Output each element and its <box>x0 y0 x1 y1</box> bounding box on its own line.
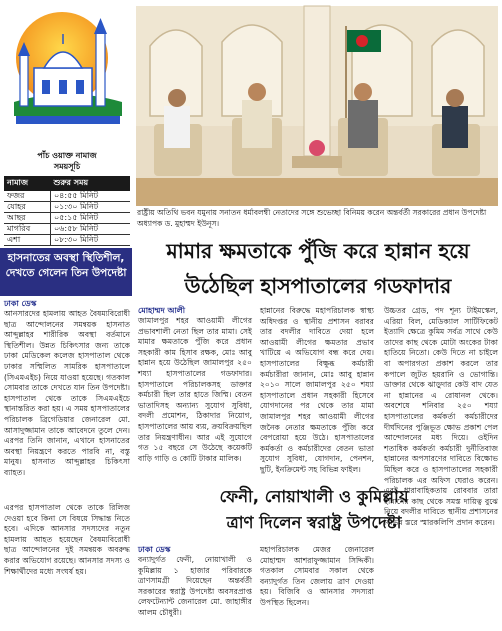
prayer-header-name: নামাজ <box>4 176 50 191</box>
prayer-times-table <box>4 176 130 246</box>
prayer-row <box>4 191 130 202</box>
prayer-time: ০৪:৫৫ মিনিট <box>50 191 130 202</box>
prayer-times-title <box>4 150 130 172</box>
prayer-row <box>4 213 130 224</box>
prayer-time: ০১:৩০ মিনিট <box>50 202 130 213</box>
prayer-table-header <box>4 176 130 191</box>
prayer-name: ফজর <box>4 191 50 202</box>
prayer-row <box>4 224 130 235</box>
meeting-photo-illustration <box>136 6 498 206</box>
prayer-row <box>4 235 130 246</box>
left-headline-line2: দেখতে গেলেন তিন উপদেষ্টা <box>5 267 127 279</box>
left-headline-line1: হাসনাতের অবস্থা স্থিতিশীল, <box>7 252 125 264</box>
left-story-paragraph: এরপর হাসপাতাল থেকে তাকে রিলিজ দেওয়া হবে কিনা সে বিষয়ে সিদ্ধান্ত নিতে হবে। এদিকে আনসার সদস্যদের নতুন হামলায় আহত হয়েছেন বৈষম্যবিরোধী ছাত্র আন্দোলনের দুই সমন্বয়ক অবরুদ্ধ করার অভিযোগ রয়েছে। আনসার সদস্য ও শিক্ষার্থীদের মধ্যে সংঘর্ষ হয়। <box>4 503 130 576</box>
main-story-column-1 <box>138 306 252 482</box>
main-story-text: জামালপুর শহর আওয়ামী লীগের প্রভাবশালী নেতা ছিল তার মামা। সেই মামার ক্ষমতাকে পুঁজি করে প্রধান সহকারী কাম হিসাব রক্ষক, মোঃ আবু হান্নান হয়ে উঠেছিল জামালপুর ২৫০ শয্যা হাসপাতালের গডফাদার। হাসপাতালে পরিচালকসহ ডাক্তার কর্মচারী ছিল তার হাতে জিম্মি। বেতন ভাতাদিসহ অন্যান্য সুযোগ সুবিধা, বদলী প্রমোশন, ঠিকাদার নিয়োগ, হাসপাতালের আয় ব্যয়, ক্রয়বিক্রয়ছিল তার নিয়ন্ত্রণাধীন। আর এই সুযোগে গত ১৫ বছরে সে উঠেছে কয়েকটি বাড়ি গাড়ি ও কোটি টাকার মালিক। <box>138 316 252 463</box>
prayer-time: ০৮:৩০ মিনিট <box>50 235 130 246</box>
main-headline-line1: মামার ক্ষমতাকে পুঁজি করে হান্নান হয়ে <box>166 239 470 263</box>
main-story-column-3-continued <box>384 482 498 629</box>
second-story-column-2: মহাপরিচালক মেজর জেনারেল মোহাম্মদ আশরাফুজ্জামান সিদ্দিকী। গতকাল সোমবার সকাল থেকে বন্যাদুর্গত তিন জেলায় ত্রাণ দেওয়া হয়। বিজিবি ও আনসার সদস্যরা উপস্থিত ছিলেন। <box>260 545 374 607</box>
main-story-column-2: হান্নানের বিরুদ্ধে মহাপরিচালক স্বাস্থ্য অধিদপ্তর ও স্থানীয় প্রশাসন বরাবর তার বদলীর দাবিতে দেয়া হলে আওয়ামী লীগের ক্ষমতার প্রভাব খাটিয়ে এ অভিযোগ বন্ধ করে দেয়। হাসপাতালের বিক্ষুব্ধ কর্মচারী কর্মচারীরা জানান, মোঃ আবু হান্নান ২০১০ সালে জামালপুর ২৫০ শয্যা হাসপাতালে প্রধান সহকারী হিসেবে যোগদানের পর থেকে তার মামা জামালপুর শহর আওয়ামী লীগের জনৈক নেতার ক্ষমতাকে পুঁজি করে বেপরোয়া হয়ে উঠে। হাসপাতালের কর্মকর্তা ও কর্মচারীদের বেতন ভাতা সুযোগ সুবিধা, যোগদান, পেনশন, ছুটি, ইনক্রিমেন্ট সহ বিভিন্ন ফাইল। <box>260 306 374 474</box>
second-headline-line1: ফেনী, নোয়াখালী ও কুমিল্লায় <box>219 487 409 506</box>
prayer-row <box>4 202 130 213</box>
second-story-desk: ঢাকা ডেস্ক <box>138 545 171 554</box>
author-byline: মোহাম্মদ আলী <box>138 306 186 315</box>
photo-caption: রাষ্ট্রীয় অতিথি ভবন যমুনায় সনাতন ধর্মাবলম্বী নেতাদের সঙ্গে শুভেচ্ছা বিনিময় করেন অন্তর্বর্তী সরকারের প্রধান উপদেষ্টা অধ্যাপক ড. মুহাম্মদ ইউনূস। <box>137 208 487 228</box>
news-photo <box>136 6 498 206</box>
main-headline-line2: উঠেছিল হাসপাতালের গডফাদার <box>184 274 452 298</box>
prayer-title-line1: পাঁচ ওয়াক্ত নামাজ <box>37 151 97 160</box>
left-story-headline <box>0 248 132 296</box>
prayer-time: ০৬:৫৮ মিনিট <box>50 224 130 235</box>
prayer-time: ০৫:১৫ মিনিট <box>50 213 130 224</box>
second-story-column-1: বন্যাদুর্গত ফেনী, নোয়াখালী ও কুমিল্লায় ১ হাজার পরিবারকে ত্রাণসামগ্রী দিয়েছেন অন্তর্বর্তী সরকারের স্বরাষ্ট্র উপদেষ্টা অবসরপ্রাপ্ত লেফটেন্যান্ট জেনারেল মো. জাহাঙ্গীর আলম চৌধুরী। <box>138 555 252 617</box>
left-story-paragraph: আনসারদের হামলায় আহত বৈষম্যবিরোধী ছাত্র আন্দোলনের সমন্বয়ক হাসনাত আব্দুল্লাহর শারীরিক অবস্থা বর্তমানে স্থিতিশীল। উন্নত চিকিৎসার জন্য তাকে ঢাকা মেডিকেল কলেজ হাসপাতাল থেকে ঢাকার সম্মিলিত সামরিক হাসপাতালে (সিএমএইচ) নিয়ে যাওয়া হয়েছে। গতকাল সোমবার তাকে দেখতে যান তিন উপদেষ্টা। হাসপাতাল থেকে তাকে সিএমএইচে স্থানান্তরিত করা হয়। এ সময় হাসপাতালের পরিচালক ব্রিগেডিয়ার জেনারেল মো. আসাদুজ্জামান তাকে আবেদনে তুলে দেন। এরপর তিনি জানান, এখানে হাসনাতের অবস্থা নিয়ন্ত্রণে করতে পারবি না, বস্তু মানুষ। হাসনাত আব্দুল্লাহর চিকিৎসা ব্যাহত। <box>4 309 130 477</box>
second-headline-line2: ত্রাণ দিলেন স্বরাষ্ট্র উপদেষ্টা <box>226 513 402 532</box>
main-headline <box>138 234 498 304</box>
prayer-name: এশা <box>4 235 50 246</box>
prayer-name: যোহর <box>4 202 50 213</box>
main-story-column-3: উচ্চতর গ্রেড, পদ শূন্য টাইমস্কেল, এরিয়া বিল, মেডিক্যাল সার্টিফিকেট ইত্যাদি ক্ষেত্রে কুমিম সর্বত্র সাথে কেউ তাদের কাছ থেকে মোটা অংকের টাকা হাতিয়ে নিতো। কেউ দিতে না চাইলে বা অপারগতা প্রকাশ করলে তার কপালে জুটত হয়রানি ও ভোগান্তি। ডাক্তার থেকে ঝাড়ুদার কেউ বাদ যেত না হান্নানের এ রোষানল থেকে। অবশেষে শনিবার ২৫০ শয্যা হাসপাতালের কর্মকর্তা কর্মচারীদের দীর্ঘদিনের পুঞ্জিভূত ক্ষোভ প্রকাশ পেল আন্দোলনের মধ্য দিয়ে। ওইদিন শতাধিক কর্মকর্তা কর্মচারী দুর্নীতিবাজ হান্নানের অপসারণের দাবিতে বিক্ষোভ মিছিল করে ও হাসপাতালের সহকারী পরিচালক এর অফিস ঘেরাও করেন। এরই ধারাবাহিকতায় রোববার তারা হান্নানের কাছ থেকে সমস্ত দায়িত্ব বুঝে নিয়ে বদলীর দাবিতে স্থানীয় প্রশাসনের বিভিন্ন স্তরে স্মারকলিপি প্রদান করেন। <box>384 306 498 527</box>
prayer-header-time: শুরুর সময় <box>50 176 130 191</box>
mosque-logo-icon <box>6 6 128 142</box>
prayer-name: মাগরিব <box>4 224 50 235</box>
newspaper-logo <box>6 6 128 142</box>
left-story-desk: ঢাকা ডেস্ক <box>4 299 37 308</box>
prayer-name: আছর <box>4 213 50 224</box>
prayer-title-line2: সময়সূচি <box>53 162 81 171</box>
